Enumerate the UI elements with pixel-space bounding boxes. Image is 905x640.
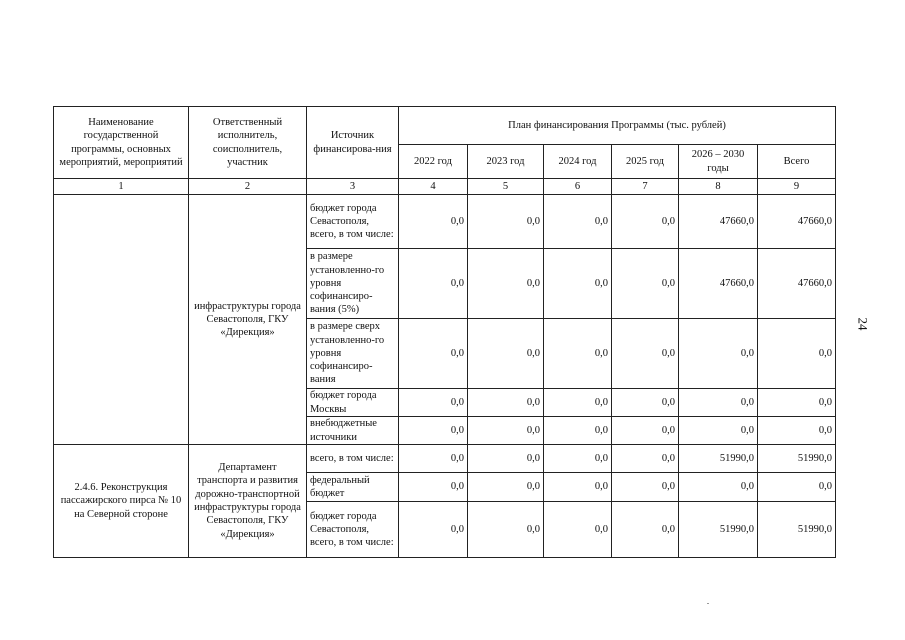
source-cell: в размере установленно-го уровня софинансиро-вания (5%) [307,249,399,319]
value-cell: 51990,0 [758,502,836,558]
value-cell: 0,0 [399,195,468,249]
value-cell: 0,0 [612,195,679,249]
header-financing-plan: План финансирования Программы (тыс. рублей) [399,107,836,145]
value-cell: 0,0 [679,389,758,417]
value-cell: 0,0 [544,389,612,417]
value-cell: 0,0 [468,473,544,502]
financing-plan-table [53,106,836,558]
table-row [54,195,836,249]
value-cell: 0,0 [468,389,544,417]
value-cell: 47660,0 [758,249,836,319]
value-cell: 0,0 [612,502,679,558]
executor-cell: инфраструктуры города Севастополя, ГКУ «Дирекция» [189,195,307,445]
header-year-2023: 2023 год [468,145,544,179]
page-number: 24 [855,317,871,331]
header-year-2024: 2024 год [544,145,612,179]
value-cell: 0,0 [758,389,836,417]
header-executor: Ответственный исполнитель, соисполнитель, участник [189,107,307,179]
source-cell: федеральный бюджет [307,473,399,502]
value-cell: 0,0 [399,319,468,389]
column-index: 6 [544,179,612,195]
program-name-cell: 2.4.6. Реконструкция пассажирского пирса № 10 на Северной стороне [54,445,189,558]
value-cell: 0,0 [544,417,612,445]
value-cell: 0,0 [544,249,612,319]
header-years-2026-2030: 2026 – 2030 годы [679,145,758,179]
value-cell: 47660,0 [679,249,758,319]
scan-speck [707,603,709,604]
value-cell: 0,0 [544,502,612,558]
value-cell: 51990,0 [679,445,758,473]
executor-cell: Департамент транспорта и развития дорожно-транспортной инфраструктуры города Севастополя, ГКУ «Дирекция» [189,445,307,558]
value-cell: 0,0 [679,417,758,445]
value-cell: 0,0 [612,389,679,417]
value-cell: 0,0 [399,445,468,473]
column-index: 5 [468,179,544,195]
value-cell: 0,0 [399,389,468,417]
header-program-name: Наименование государственной программы, основных мероприятий, мероприятий [54,107,189,179]
source-cell: всего, в том числе: [307,445,399,473]
value-cell: 0,0 [544,195,612,249]
value-cell: 0,0 [468,249,544,319]
value-cell: 0,0 [679,473,758,502]
header-year-2022: 2022 год [399,145,468,179]
value-cell: 0,0 [399,417,468,445]
header-total: Всего [758,145,836,179]
value-cell: 0,0 [399,249,468,319]
value-cell: 0,0 [544,473,612,502]
value-cell: 0,0 [612,417,679,445]
header-source: Источник финансирова-ния [307,107,399,179]
column-index: 2 [189,179,307,195]
column-index: 1 [54,179,189,195]
program-name-cell [54,195,189,445]
value-cell: 0,0 [468,417,544,445]
header-year-2025: 2025 год [612,145,679,179]
source-cell: бюджет города Севастополя, всего, в том числе: [307,502,399,558]
source-cell: бюджет города Москвы [307,389,399,417]
value-cell: 0,0 [544,445,612,473]
value-cell: 0,0 [612,249,679,319]
value-cell: 0,0 [612,319,679,389]
column-index: 8 [679,179,758,195]
value-cell: 0,0 [612,445,679,473]
value-cell: 51990,0 [679,502,758,558]
column-index: 9 [758,179,836,195]
column-index: 3 [307,179,399,195]
value-cell: 0,0 [758,473,836,502]
source-cell: в размере сверх установленно-го уровня софинансиро-вания [307,319,399,389]
value-cell: 0,0 [468,195,544,249]
value-cell: 0,0 [468,445,544,473]
value-cell: 47660,0 [679,195,758,249]
column-index: 4 [399,179,468,195]
value-cell: 47660,0 [758,195,836,249]
value-cell: 0,0 [612,473,679,502]
column-index: 7 [612,179,679,195]
source-cell: внебюджетные источники [307,417,399,445]
source-cell: бюджет города Севастополя, всего, в том числе: [307,195,399,249]
table-row [54,445,836,473]
value-cell: 0,0 [758,417,836,445]
value-cell: 0,0 [758,319,836,389]
value-cell: 0,0 [544,319,612,389]
value-cell: 0,0 [468,502,544,558]
value-cell: 0,0 [679,319,758,389]
value-cell: 51990,0 [758,445,836,473]
value-cell: 0,0 [468,319,544,389]
value-cell: 0,0 [399,473,468,502]
value-cell: 0,0 [399,502,468,558]
